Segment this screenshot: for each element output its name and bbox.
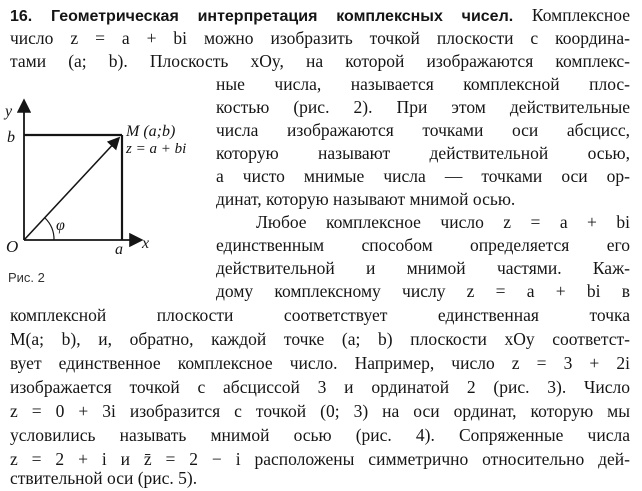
origin-label: O bbox=[6, 237, 19, 256]
vector-arrow bbox=[24, 139, 118, 240]
paragraph1-line3: тами (a; b). Плоскость xOy, на которой изображаются комплекс- bbox=[10, 51, 630, 71]
paragraph1-line9: динат, которую называют мнимой осью. bbox=[216, 189, 516, 209]
paragraph2-line4: дому комплексному числу z = a + bi в bbox=[216, 281, 630, 301]
paragraph1-line1: Комплексное bbox=[531, 5, 630, 25]
section-title: Геометрическая интерпретация комплексных чисел. bbox=[50, 8, 514, 25]
angle-label: φ bbox=[56, 217, 65, 234]
paragraph1-line6: числа изображаются точками оси абсцисс, bbox=[216, 120, 630, 140]
paragraph2-line11: z = 2 + i и z̄ = 2 − i расположены симметрично относительно дей- bbox=[10, 449, 630, 469]
paragraph1-line2: число z = a + bi можно изобразить точкой плоскости с координа- bbox=[10, 28, 630, 48]
paragraph2-line3: действительной и мнимой частями. Каж- bbox=[216, 258, 630, 278]
b-tick-label: b bbox=[7, 129, 15, 146]
paragraph2-line1: Любое комплексное число z = a + bi bbox=[256, 212, 630, 232]
a-tick-label: a bbox=[115, 241, 123, 258]
section-heading-line bbox=[10, 4, 630, 28]
complex-plane-figure bbox=[0, 96, 210, 296]
paragraph1-line5: костью (рис. 2). При этом действительные bbox=[216, 97, 630, 117]
paragraph1-line7: которую называют действительной осью, bbox=[216, 143, 630, 163]
y-axis-label: y bbox=[5, 103, 13, 120]
x-axis-label: x bbox=[142, 235, 150, 252]
paragraph2-line6: M(a; b), и, обратно, каждой точке (a; b) плоскости xOy соответст- bbox=[10, 329, 630, 349]
paragraph2-line10: условились называть мнимой осью (рис. 4). Сопряженные числа bbox=[10, 425, 630, 445]
point-label: M (a;b) bbox=[126, 123, 176, 140]
paragraph2-line12: ствительной оси (рис. 5). bbox=[10, 468, 198, 488]
paragraph2-line5: комплексной плоскости соответствует единственная точка bbox=[10, 305, 630, 325]
paragraph2-line2: единственным способом определяется его bbox=[216, 235, 630, 255]
angle-arc bbox=[45, 218, 54, 240]
figure-caption: Рис. 2 bbox=[8, 270, 45, 285]
section-number: 16. bbox=[10, 8, 33, 25]
paragraph1-line8: а чисто мнимые числа — точками оси ор- bbox=[216, 166, 630, 186]
paragraph2-line7: вует единственное комплексное число. Например, число z = 3 + 2i bbox=[10, 353, 630, 373]
paragraph2-line9: z = 0 + 3i изобразится с точкой (0; 3) на оси ординат, которую мы bbox=[10, 401, 630, 421]
paragraph2-line8: изображается точкой с абсциссой 3 и ординатой 2 (рис. 3). Число bbox=[10, 377, 630, 397]
paragraph1-line4: ные числа, называется комплексной плос- bbox=[216, 74, 630, 94]
point-equation: z = a + bi bbox=[126, 141, 187, 157]
